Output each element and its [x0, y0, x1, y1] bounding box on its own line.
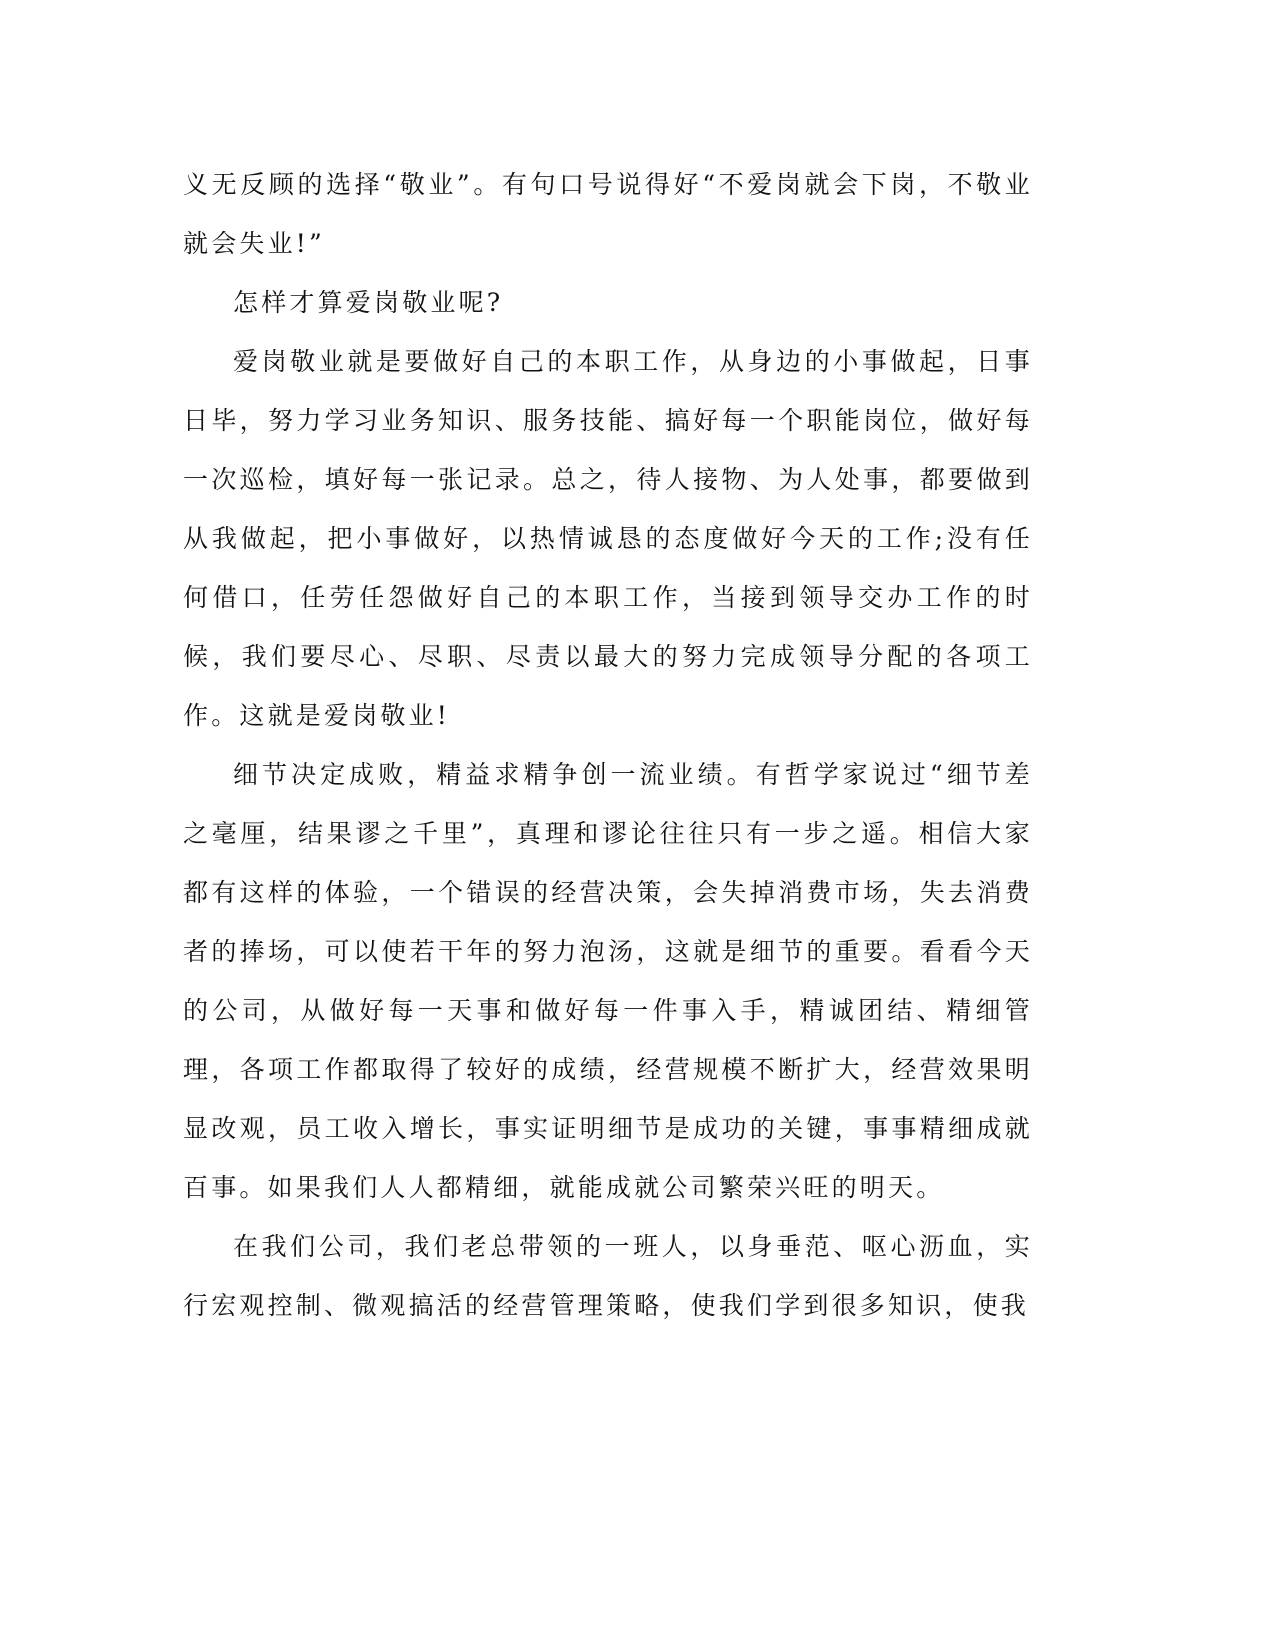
document-body	[183, 155, 1033, 1335]
paragraph-company: 在我们公司，我们老总带领的一班人，以身垂范、呕心沥血，实行宏观控制、微观搞活的经营管理策略，使我们学到很多知识，使我	[183, 1232, 1033, 1320]
paragraph-question: 怎样才算爱岗敬业呢?	[233, 288, 504, 317]
paragraph-dedication: 爱岗敬业就是要做好自己的本职工作，从身边的小事做起，日事日毕，努力学习业务知识、服务技能、搞好每一个职能岗位，做好每一次巡检，填好每一张记录。总之，待人接物、为人处事，都要做到从我做起，把小事做好，以热情诚恳的态度做好今天的工作;没有任何借口，任劳任怨做好自己的本职工作，当接到领导交办工作的时候，我们要尽心、尽职、尽责以最大的努力完成领导分配的各项工作。这就是爱岗敬业!	[183, 347, 1033, 730]
paragraph-details: 细节决定成败，精益求精争创一流业绩。有哲学家说过“细节差之毫厘，结果谬之千里”，真理和谬论往往只有一步之遥。相信大家都有这样的体验，一个错误的经营决策，会失掉消费市场，失去消费者的捧场，可以使若干年的努力泡汤，这就是细节的重要。看看今天的公司，从做好每一天事和做好每一件事入手，精诚团结、精细管理，各项工作都取得了较好的成绩，经营规模不断扩大，经营效果明显改观，员工收入增长，事实证明细节是成功的关键，事事精细成就百事。如果我们人人都精细，就能成就公司繁荣兴旺的明天。	[183, 760, 1033, 1202]
paragraph-continuation: 义无反顾的选择“敬业”。有句口号说得好“不爱岗就会下岗，不敬业就会失业!”	[183, 170, 1033, 258]
